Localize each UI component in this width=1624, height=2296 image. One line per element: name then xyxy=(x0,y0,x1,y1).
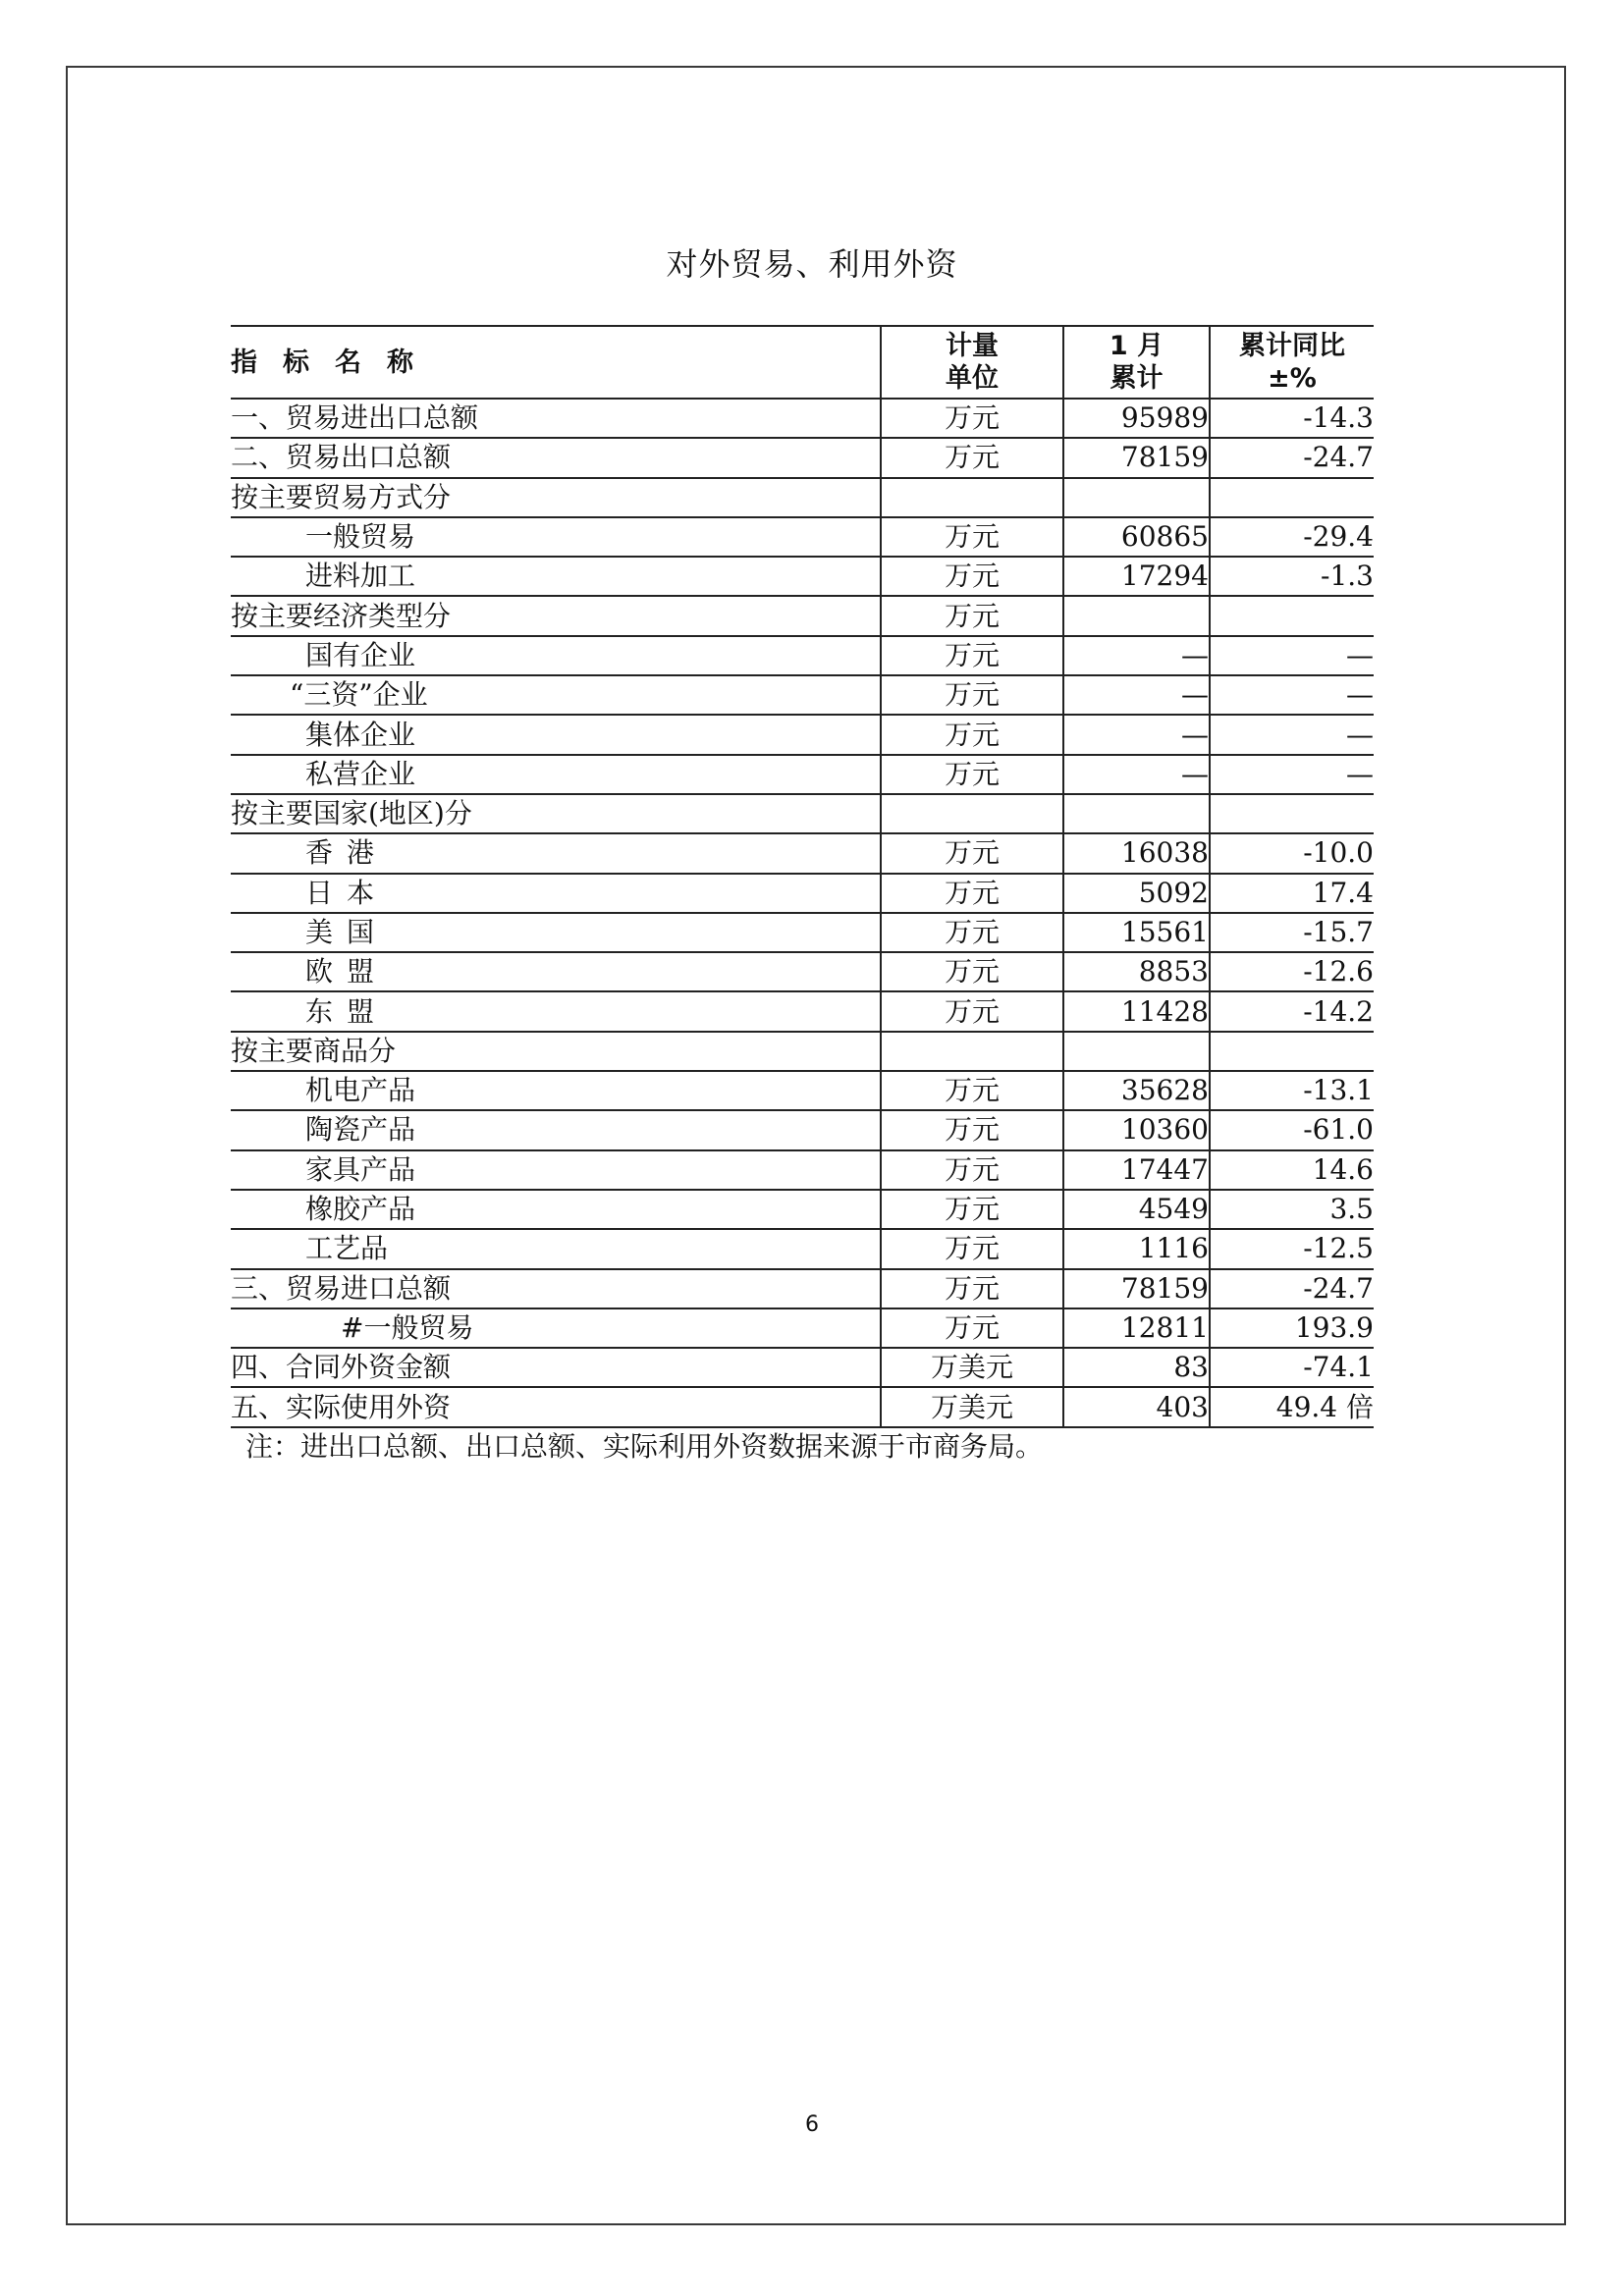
row-unit: 万元 xyxy=(881,675,1063,715)
row-name: 东盟 xyxy=(231,991,881,1031)
row-yoy: -29.4 xyxy=(1210,517,1374,557)
table-row xyxy=(231,1387,1374,1426)
row-unit xyxy=(881,1032,1063,1071)
row-value: 5092 xyxy=(1063,874,1210,913)
row-value xyxy=(1063,1032,1210,1071)
header-yoy-line2: ±% xyxy=(1268,363,1317,394)
row-unit xyxy=(881,794,1063,833)
table-row xyxy=(231,794,1374,833)
row-name: 按主要国家(地区)分 xyxy=(231,794,881,833)
page-title: 对外贸易、利用外资 xyxy=(666,245,958,283)
row-yoy: — xyxy=(1210,755,1374,794)
row-yoy xyxy=(1210,596,1374,635)
row-yoy: -12.6 xyxy=(1210,952,1374,991)
row-yoy: -74.1 xyxy=(1210,1348,1374,1387)
row-name: 三、贸易进口总额 xyxy=(231,1269,881,1308)
row-name: 按主要商品分 xyxy=(231,1032,881,1071)
row-value: 17294 xyxy=(1063,557,1210,596)
row-name: 按主要贸易方式分 xyxy=(231,478,881,517)
row-unit: 万元 xyxy=(881,1269,1063,1308)
row-name: 香港 xyxy=(231,833,881,873)
table-header-row xyxy=(231,326,1374,399)
row-unit: 万元 xyxy=(881,952,1063,991)
row-yoy: -13.1 xyxy=(1210,1071,1374,1110)
row-unit: 万元 xyxy=(881,715,1063,754)
row-unit: 万元 xyxy=(881,399,1063,438)
row-unit: 万元 xyxy=(881,833,1063,873)
row-value: 12811 xyxy=(1063,1308,1210,1348)
row-unit: 万元 xyxy=(881,1229,1063,1268)
row-name: 按主要经济类型分 xyxy=(231,596,881,635)
row-value: — xyxy=(1063,755,1210,794)
row-unit: 万元 xyxy=(881,1071,1063,1110)
row-value: 11428 xyxy=(1063,991,1210,1031)
row-unit: 万元 xyxy=(881,1308,1063,1348)
table-row xyxy=(231,399,1374,438)
row-name: “三资”企业 xyxy=(231,675,881,715)
row-value: 35628 xyxy=(1063,1071,1210,1110)
row-name: 家具产品 xyxy=(231,1150,881,1190)
row-unit: 万元 xyxy=(881,991,1063,1031)
row-name: 二、贸易出口总额 xyxy=(231,438,881,477)
row-name: 橡胶产品 xyxy=(231,1190,881,1229)
row-yoy: 193.9 xyxy=(1210,1308,1374,1348)
row-unit: 万元 xyxy=(881,438,1063,477)
page-number: 6 xyxy=(805,2112,819,2137)
table-row xyxy=(231,952,1374,991)
row-unit: 万美元 xyxy=(881,1387,1063,1426)
row-name: 工艺品 xyxy=(231,1229,881,1268)
row-value xyxy=(1063,596,1210,635)
row-yoy: -15.7 xyxy=(1210,913,1374,952)
header-cumulative-line1: 1 月 xyxy=(1109,331,1164,361)
row-value: 78159 xyxy=(1063,1269,1210,1308)
row-yoy: -1.3 xyxy=(1210,557,1374,596)
table-row xyxy=(231,874,1374,913)
row-unit: 万元 xyxy=(881,1190,1063,1229)
header-unit-line2: 单位 xyxy=(946,363,999,394)
row-unit: 万元 xyxy=(881,1110,1063,1149)
table-row xyxy=(231,557,1374,596)
row-unit: 万元 xyxy=(881,874,1063,913)
table-row xyxy=(231,636,1374,675)
row-value: 1116 xyxy=(1063,1229,1210,1268)
row-yoy: -14.3 xyxy=(1210,399,1374,438)
row-name: 一、贸易进出口总额 xyxy=(231,399,881,438)
row-unit: 万美元 xyxy=(881,1348,1063,1387)
row-yoy: -61.0 xyxy=(1210,1110,1374,1149)
row-yoy: — xyxy=(1210,675,1374,715)
row-value: 15561 xyxy=(1063,913,1210,952)
row-yoy: -10.0 xyxy=(1210,833,1374,873)
row-name: 美国 xyxy=(231,913,881,952)
table-row xyxy=(231,1348,1374,1387)
row-yoy: 14.6 xyxy=(1210,1150,1374,1190)
row-name: #一般贸易 xyxy=(231,1308,881,1348)
header-unit xyxy=(881,326,1063,399)
row-name: 机电产品 xyxy=(231,1071,881,1110)
row-value: 403 xyxy=(1063,1387,1210,1426)
row-name: 进料加工 xyxy=(231,557,881,596)
row-yoy: -24.7 xyxy=(1210,438,1374,477)
table-row xyxy=(231,596,1374,635)
row-value: 83 xyxy=(1063,1348,1210,1387)
row-name: 陶瓷产品 xyxy=(231,1110,881,1149)
table-row xyxy=(231,833,1374,873)
row-value xyxy=(1063,794,1210,833)
row-value: 17447 xyxy=(1063,1150,1210,1190)
row-yoy: 3.5 xyxy=(1210,1190,1374,1229)
row-yoy: — xyxy=(1210,636,1374,675)
table-row xyxy=(231,1110,1374,1149)
statistics-table xyxy=(231,325,1374,1428)
row-value: 8853 xyxy=(1063,952,1210,991)
table-row xyxy=(231,675,1374,715)
row-name: 私营企业 xyxy=(231,755,881,794)
row-yoy xyxy=(1210,794,1374,833)
table-row xyxy=(231,438,1374,477)
row-unit xyxy=(881,478,1063,517)
row-yoy: 49.4 倍 xyxy=(1210,1387,1374,1426)
row-value: — xyxy=(1063,715,1210,754)
row-value: 16038 xyxy=(1063,833,1210,873)
table-row xyxy=(231,991,1374,1031)
row-value: 4549 xyxy=(1063,1190,1210,1229)
source-note: 注：进出口总额、出口总额、实际利用外资数据来源于市商务局。 xyxy=(245,1430,1044,1463)
table-row xyxy=(231,1071,1374,1110)
row-unit: 万元 xyxy=(881,913,1063,952)
row-unit: 万元 xyxy=(881,557,1063,596)
table-row xyxy=(231,1229,1374,1268)
row-yoy: 17.4 xyxy=(1210,874,1374,913)
row-unit: 万元 xyxy=(881,596,1063,635)
header-unit-line1: 计量 xyxy=(946,331,999,361)
table-row xyxy=(231,1308,1374,1348)
header-cumulative xyxy=(1063,326,1210,399)
header-indicator-name: 指标名称 xyxy=(231,326,881,399)
header-yoy xyxy=(1210,326,1374,399)
row-name: 五、实际使用外资 xyxy=(231,1387,881,1426)
row-unit: 万元 xyxy=(881,517,1063,557)
row-value: 60865 xyxy=(1063,517,1210,557)
row-yoy: -14.2 xyxy=(1210,991,1374,1031)
header-yoy-line1: 累计同比 xyxy=(1239,331,1345,361)
table-row xyxy=(231,755,1374,794)
row-value: 78159 xyxy=(1063,438,1210,477)
table-row xyxy=(231,478,1374,517)
table-row xyxy=(231,1150,1374,1190)
row-yoy xyxy=(1210,478,1374,517)
row-yoy xyxy=(1210,1032,1374,1071)
row-name: 国有企业 xyxy=(231,636,881,675)
row-name: 集体企业 xyxy=(231,715,881,754)
row-unit: 万元 xyxy=(881,1150,1063,1190)
table-row xyxy=(231,913,1374,952)
row-yoy: — xyxy=(1210,715,1374,754)
header-cumulative-line2: 累计 xyxy=(1110,363,1164,394)
row-unit: 万元 xyxy=(881,636,1063,675)
table-row xyxy=(231,1190,1374,1229)
row-value: 95989 xyxy=(1063,399,1210,438)
row-name: 欧盟 xyxy=(231,952,881,991)
row-value xyxy=(1063,478,1210,517)
table-row xyxy=(231,1269,1374,1308)
row-name: 四、合同外资金额 xyxy=(231,1348,881,1387)
table-row xyxy=(231,1032,1374,1071)
row-value: — xyxy=(1063,675,1210,715)
table-row xyxy=(231,517,1374,557)
row-name: 一般贸易 xyxy=(231,517,881,557)
row-name: 日本 xyxy=(231,874,881,913)
row-yoy: -12.5 xyxy=(1210,1229,1374,1268)
table-row xyxy=(231,715,1374,754)
row-unit: 万元 xyxy=(881,755,1063,794)
row-value: — xyxy=(1063,636,1210,675)
row-value: 10360 xyxy=(1063,1110,1210,1149)
row-yoy: -24.7 xyxy=(1210,1269,1374,1308)
